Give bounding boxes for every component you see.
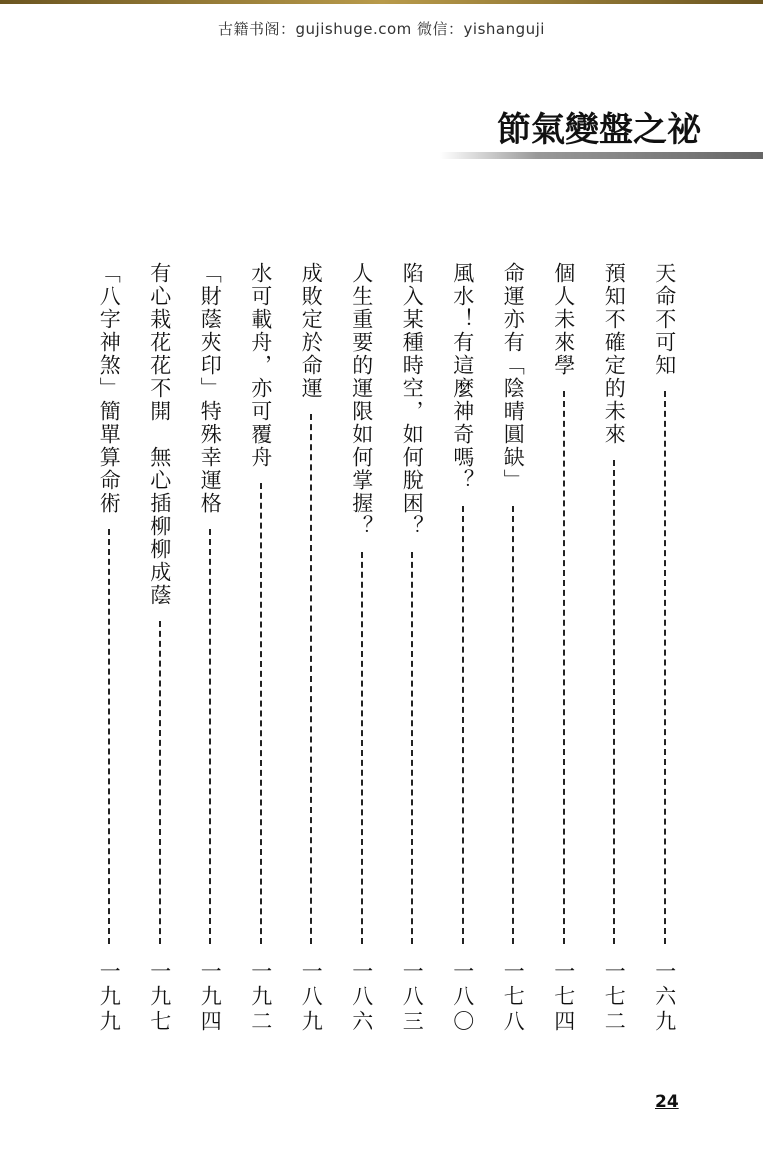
toc-entry-title: 人生重要的運限如何掌握？ (349, 262, 374, 538)
toc-leader-dashes (361, 552, 363, 944)
toc-entry-title: 天命不可知 (652, 262, 677, 377)
toc-entry-title: 「八字神煞」簡單算命術 (97, 262, 122, 515)
toc-entry-title: 個人未來學 (551, 262, 576, 377)
toc-leader-dashes (159, 621, 161, 944)
toc-entry[interactable] (84, 262, 135, 1035)
toc-entry-page: 一六九 (652, 960, 677, 1035)
toc-leader-dashes (664, 391, 666, 944)
top-border (0, 0, 763, 4)
toc-entry-page: 一七四 (551, 960, 576, 1035)
toc-leader-dashes (209, 529, 211, 944)
toc-entry-page: 一八三 (400, 960, 425, 1035)
toc-leader-dashes (613, 460, 615, 944)
toc-entry-title: 成敗定於命運 (299, 262, 324, 400)
toc-entry[interactable] (488, 262, 539, 1035)
table-of-contents (90, 262, 690, 1035)
toc-entry-page: 一八〇 (450, 960, 475, 1035)
toc-leader-dashes (260, 483, 262, 944)
toc-entry[interactable] (438, 262, 489, 1035)
toc-entry-title: 命運亦有「陰晴圓缺」 (501, 262, 526, 492)
toc-entry[interactable] (135, 262, 186, 1035)
toc-entry-page: 一九二 (248, 960, 273, 1035)
toc-entry[interactable] (387, 262, 438, 1035)
toc-entry[interactable] (337, 262, 388, 1035)
toc-entry-page: 一七二 (602, 960, 627, 1035)
toc-entry[interactable] (589, 262, 640, 1035)
book-title-header: 節氣變盤之祕 (497, 110, 701, 150)
toc-entry-title: 「財蔭夾印」特殊幸運格 (198, 262, 223, 515)
toc-entry-title: 預知不確定的未來 (602, 262, 627, 446)
toc-leader-dashes (108, 529, 110, 944)
toc-entry-page: 一九九 (97, 960, 122, 1035)
toc-entry-page: 一九七 (147, 960, 172, 1035)
toc-entry-page: 一八九 (299, 960, 324, 1035)
toc-entry-title: 陷入某種時空，如何脫困？ (400, 262, 425, 538)
toc-entry[interactable] (236, 262, 287, 1035)
toc-entry[interactable] (286, 262, 337, 1035)
toc-entry-title: 風水！有這麼神奇嗎？ (450, 262, 475, 492)
toc-leader-dashes (563, 391, 565, 944)
page-number: 24 (655, 1092, 679, 1112)
toc-entry-page: 一七八 (501, 960, 526, 1035)
toc-entry-page: 一八六 (349, 960, 374, 1035)
toc-entry[interactable] (185, 262, 236, 1035)
toc-entry-title: 水可載舟，亦可覆舟 (248, 262, 273, 469)
toc-leader-dashes (462, 506, 464, 944)
header-rule (440, 152, 763, 159)
toc-leader-dashes (512, 506, 514, 944)
watermark: 古籍书阁：gujishuge.com 微信：yishanguji (218, 20, 545, 38)
toc-entry-page: 一九四 (198, 960, 223, 1035)
toc-entry[interactable] (640, 262, 691, 1035)
toc-leader-dashes (411, 552, 413, 944)
toc-leader-dashes (310, 414, 312, 944)
toc-entry[interactable] (539, 262, 590, 1035)
toc-entry-title: 有心栽花花不開 無心插柳柳成蔭 (147, 262, 172, 607)
